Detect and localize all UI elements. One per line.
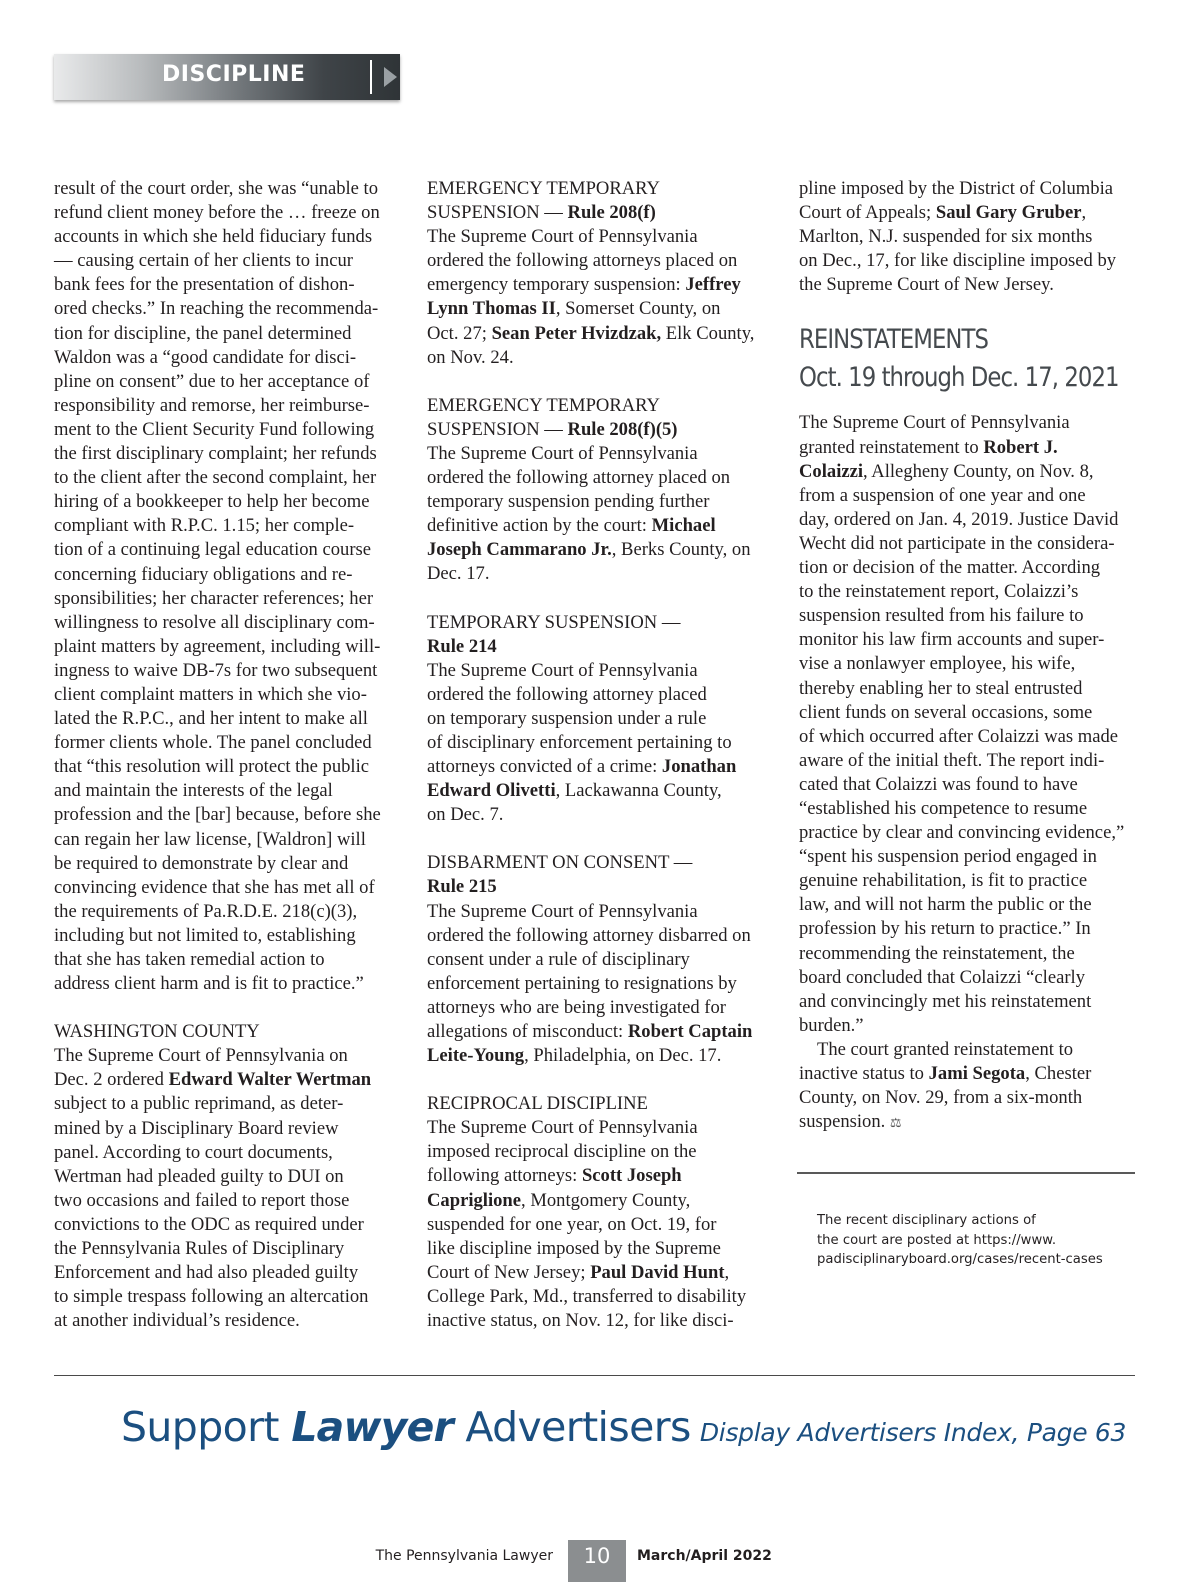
text-line <box>799 436 1137 460</box>
attorney-name: Robert Captain <box>627 1021 753 1042</box>
attorney-name: Michael <box>651 515 716 537</box>
text-line: ored checks.” In reaching the recommenda- <box>54 298 379 320</box>
text-line: The Supreme Court of Pennsylvania <box>427 226 698 248</box>
column-left <box>54 177 398 1333</box>
rule-label: Rule 215 <box>427 876 497 898</box>
text-line: responsibility and remorse, her reimburse- <box>54 394 370 416</box>
section-disbarment-on-consent <box>427 851 769 1068</box>
scales-end-mark-icon: ⚖ <box>889 1116 902 1132</box>
text-line: former clients whole. The panel concluded <box>54 732 372 754</box>
text-line: inactive status, on Nov. 12, for like disci- <box>427 1310 734 1332</box>
paragraph-segota <box>799 1038 1137 1136</box>
text-line <box>54 1068 398 1092</box>
text-line: monitor his law firm accounts and super- <box>799 629 1105 651</box>
text-line: The court granted reinstatement to <box>817 1038 1074 1060</box>
text-run: SUSPENSION — <box>427 418 568 440</box>
text-line <box>427 297 769 321</box>
text-run: allegations of misconduct: <box>427 1021 628 1042</box>
text-line: two occasions and failed to report those <box>54 1189 350 1211</box>
text-line: genuine rehabilitation, is fit to practice <box>799 870 1088 892</box>
text-line: Dec. 17. <box>427 563 490 585</box>
advertisers-index-reference: Display Advertisers Index, Page 63 <box>699 1418 1127 1447</box>
text-line <box>427 1189 769 1213</box>
text-line: profession and the [bar] because, before she <box>54 804 381 826</box>
text-line: willingness to resolve all disciplinary com- <box>54 611 375 633</box>
text-line: ingness to waive DB-7s for two subsequent <box>54 659 378 681</box>
text-line: on temporary suspension under a rule <box>427 707 707 729</box>
text-line: The Supreme Court of Pennsylvania <box>427 659 698 681</box>
text-line: Enforcement and had also pleaded guilty <box>54 1262 359 1284</box>
text-line: pline imposed by the District of Columbia <box>799 178 1113 199</box>
text-line: refund client money before the … freeze on <box>54 202 380 224</box>
rule-label: Rule 208(f)(5) <box>567 418 678 440</box>
text-run: suspension. <box>799 1111 890 1133</box>
reciprocal-discipline-continued <box>799 177 1137 297</box>
text-line: consent under a rule of disciplinary <box>427 948 690 970</box>
text-line: ordered the following attorney placed on <box>427 467 731 489</box>
text-line: suspension resulted from his failure to <box>799 605 1084 627</box>
text-line <box>427 1044 769 1068</box>
text-line: ment to the Client Security Fund following <box>54 418 375 440</box>
text-line: and convincingly met his reinstatement <box>799 990 1092 1012</box>
text-line: Wertman had pleaded guilty to DUI on <box>54 1165 344 1187</box>
text-run: , Philadelphia, on Dec. 17. <box>524 1045 722 1067</box>
page-number: 10 <box>583 1544 611 1568</box>
text-line: accounts in which she held fiduciary funds <box>54 226 373 248</box>
text-line: that “this resolution will protect the public <box>54 756 369 778</box>
text-line <box>427 1261 769 1285</box>
text-run: , Allegheny County, on Nov. 8, <box>863 460 1094 482</box>
text-line: plaint matters by agreement, including will- <box>54 635 381 657</box>
text-line: temporary suspension pending further <box>427 491 710 513</box>
column-right <box>799 177 1137 1136</box>
text-run: , <box>724 1261 730 1283</box>
text-line: County, on Nov. 29, from a six-month <box>799 1087 1083 1109</box>
text-line: at another individual’s residence. <box>54 1310 300 1332</box>
text-line: vise a nonlawyer employee, his wife, <box>799 653 1076 675</box>
section-heading-line2 <box>427 418 769 442</box>
reinstatements-heading <box>799 321 1119 397</box>
text-line: hiring of a bookkeeper to help her become <box>54 491 370 513</box>
publication-name: The Pennsylvania Lawyer <box>375 1548 553 1564</box>
text-line: lated the R.P.C., and her intent to make all <box>54 708 368 730</box>
text-run: Elk County, <box>661 322 755 344</box>
text-run: attorneys convicted of a crime: <box>427 756 662 778</box>
text-line: mined by a Disciplinary Board review <box>54 1117 339 1139</box>
chevron-right-icon <box>384 67 397 87</box>
advertiser-banner <box>121 1403 1126 1451</box>
text-line: address client harm and is fit to practice.” <box>54 973 364 995</box>
text-line: panel. According to court documents, <box>54 1141 333 1163</box>
section-header-tab <box>54 54 400 100</box>
text-line: recommending the reinstatement, the <box>799 942 1075 964</box>
section-heading: EMERGENCY TEMPORARY <box>427 394 660 416</box>
text-line: ordered the following attorney disbarred on <box>427 924 751 946</box>
banner-word-advertisers: Advertisers <box>452 1403 691 1451</box>
text-line <box>427 779 769 803</box>
text-run: , Montgomery County, <box>521 1189 691 1211</box>
text-line: tion for discipline, the panel determined <box>54 322 352 344</box>
attorney-name: Leite-Young <box>427 1045 525 1067</box>
text-run: SUSPENSION — <box>427 202 568 224</box>
paragraph-waldon-continued <box>54 177 398 996</box>
section-heading: EMERGENCY TEMPORARY <box>427 178 660 199</box>
text-line: attorneys who are being investigated for <box>427 996 726 1018</box>
text-line: thereby enabling her to steal entrusted <box>799 677 1083 699</box>
text-line: day, ordered on Jan. 4, 2019. Justice David <box>799 508 1119 530</box>
attorney-name: Jonathan <box>661 756 737 778</box>
text-line: on Nov. 24. <box>427 346 514 368</box>
attorney-name: Edward Olivetti <box>427 780 556 802</box>
text-line: to simple trespass following an altercation <box>54 1286 369 1308</box>
section-emergency-temporary-suspension-208f5 <box>427 394 769 587</box>
section-heading: RECIPROCAL DISCIPLINE <box>427 1093 648 1115</box>
text-run: inactive status to <box>799 1063 929 1084</box>
attorney-name: Scott Joseph <box>581 1165 682 1187</box>
text-line: The Supreme Court of Pennsylvania <box>427 1117 698 1139</box>
paragraph-colaizzi <box>799 411 1137 1037</box>
text-line: convictions to the ODC as required under <box>54 1213 364 1235</box>
text-line: — causing certain of her clients to incur <box>54 250 353 272</box>
text-line <box>427 538 769 562</box>
recent-actions-note <box>817 1211 1135 1270</box>
text-line: pline on consent” due to her acceptance of <box>54 370 370 392</box>
text-line: the Pennsylvania Rules of Disciplinary <box>54 1238 345 1260</box>
colaizzi-body <box>799 484 1137 1038</box>
text-line <box>799 1062 1137 1086</box>
text-line: can regain her law license, [Waldron] will <box>54 828 366 850</box>
attorney-name: Capriglione <box>427 1189 522 1211</box>
text-line: bank fees for the presentation of dishon- <box>54 274 355 296</box>
rule-label: Rule 214 <box>427 635 497 657</box>
text-run: , Chester <box>1025 1063 1092 1084</box>
text-line <box>799 201 1137 225</box>
section-temporary-suspension-214 <box>427 611 769 828</box>
text-line: client funds on several occasions, some <box>799 701 1093 723</box>
reinstatements-date-range: Oct. 19 through Dec. 17, 2021 <box>799 362 1119 394</box>
attorney-name: Colaizzi <box>799 460 864 482</box>
note-line: The recent disciplinary actions of <box>817 1213 1036 1228</box>
page-footer <box>0 1540 1200 1582</box>
attorney-name: Saul Gary Gruber <box>935 202 1082 224</box>
rule-label: Rule 208(f) <box>567 202 656 224</box>
section-reciprocal-discipline <box>427 1092 769 1333</box>
tab-divider <box>370 60 372 94</box>
text-line: Waldon was a “good candidate for disci- <box>54 346 357 368</box>
text-line <box>427 514 769 538</box>
text-line: compliant with R.P.C. 1.15; her comple- <box>54 515 355 537</box>
attorney-name: Lynn Thomas II <box>427 298 556 320</box>
text-line: burden.” <box>799 1014 864 1036</box>
text-line: imposed reciprocal discipline on the <box>427 1141 697 1163</box>
text-line: College Park, Md., transferred to disability <box>427 1285 747 1307</box>
banner-word-support: Support <box>121 1403 292 1451</box>
attorney-name: Jeffrey <box>685 274 741 296</box>
text-line: of disciplinary enforcement pertaining to <box>427 731 732 753</box>
section-label: DISCIPLINE <box>162 62 306 87</box>
attorney-name: Robert J. <box>983 436 1058 458</box>
section-washington-county <box>54 1020 398 1333</box>
text-line: subject to a public reprimand, as deter- <box>54 1093 344 1115</box>
footer-divider <box>54 1375 1135 1376</box>
text-line: tion of a continuing legal education course <box>54 539 372 561</box>
text-line: board concluded that Colaizzi “clearly <box>799 966 1086 988</box>
attorney-name: Edward Walter Wertman <box>168 1069 372 1091</box>
text-line: the first disciplinary complaint; her refunds <box>54 443 377 465</box>
reinstatements-title: REINSTATEMENTS <box>799 324 989 356</box>
text-run: Oct. 27; <box>427 322 492 344</box>
text-line <box>427 1020 769 1044</box>
text-line: suspended for one year, on Oct. 19, for <box>427 1213 717 1235</box>
text-line: ordered the following attorney placed <box>427 683 707 705</box>
attorney-name: Paul David Hunt <box>590 1261 725 1283</box>
paragraph-wertman <box>54 1092 398 1333</box>
text-line: enforcement pertaining to resignations by <box>427 972 737 994</box>
section-heading: WASHINGTON COUNTY <box>54 1021 260 1043</box>
banner-word-lawyer: Lawyer <box>291 1403 453 1451</box>
text-run: , Lackawanna County, <box>555 780 722 802</box>
sidebar-divider <box>797 1172 1135 1174</box>
text-line: profession by his return to practice.” In <box>799 918 1091 940</box>
text-line: and maintain the interests of the legal <box>54 780 333 802</box>
attorney-name: Joseph Cammarano Jr. <box>427 539 612 561</box>
text-run: Court of Appeals; <box>799 202 936 224</box>
text-line: “spent his suspension period engaged in <box>799 846 1097 868</box>
text-line: to the client after the second complaint, her <box>54 467 377 489</box>
text-run: , <box>1081 202 1087 224</box>
text-run: following attorneys: <box>427 1165 582 1187</box>
attorney-name: Jami Segota <box>928 1063 1026 1084</box>
section-heading: DISBARMENT ON CONSENT — <box>427 852 693 874</box>
text-line: on Dec. 7. <box>427 804 504 826</box>
text-line <box>799 1110 1137 1136</box>
text-line <box>427 755 769 779</box>
text-line: concerning fiduciary obligations and re- <box>54 563 353 585</box>
text-line: of which occurred after Colaizzi was made <box>799 725 1119 747</box>
text-line: sponsibilities; her character references; her <box>54 587 374 609</box>
text-line: from a suspension of one year and one <box>799 484 1086 506</box>
section-heading-line2 <box>427 201 769 225</box>
issue-date: March/April 2022 <box>637 1548 772 1564</box>
text-line <box>799 460 1137 484</box>
text-line: like discipline imposed by the Supreme <box>427 1237 721 1259</box>
text-line: convincing evidence that she has met all of <box>54 876 375 898</box>
text-line <box>427 1164 769 1188</box>
text-run: emergency temporary suspension: <box>427 274 686 296</box>
text-line <box>427 273 769 297</box>
text-line: The Supreme Court of Pennsylvania <box>427 900 698 922</box>
section-emergency-temporary-suspension-208f <box>427 177 769 370</box>
text-run: Dec. 2 ordered <box>54 1069 169 1091</box>
text-line: “established his competence to resume <box>799 797 1088 819</box>
text-line: that she has taken remedial action to <box>54 949 325 970</box>
text-line: to the reinstatement report, Colaizzi’s <box>799 581 1079 603</box>
text-line: Wecht did not participate in the considera- <box>799 532 1115 554</box>
note-line: the court are posted at https://www. <box>817 1232 1057 1248</box>
text-run: , Somerset County, on <box>555 298 721 320</box>
text-line: law, and will not harm the public or the <box>799 894 1092 916</box>
text-line: ordered the following attorneys placed on <box>427 250 738 272</box>
text-line: The Supreme Court of Pennsylvania <box>799 412 1070 434</box>
text-run: Court of New Jersey; <box>427 1261 591 1283</box>
text-run: , Berks County, on <box>611 539 751 561</box>
text-run: definitive action by the court: <box>427 515 652 537</box>
text-line: The Supreme Court of Pennsylvania on <box>54 1045 348 1067</box>
text-line: result of the court order, she was “unable to <box>54 178 379 199</box>
text-line: on Dec., 17, for like discipline imposed by <box>799 250 1117 272</box>
text-line: The Supreme Court of Pennsylvania <box>427 442 698 464</box>
text-line: the requirements of Pa.R.D.E. 218(c)(3), <box>54 900 358 922</box>
text-run: granted reinstatement to <box>799 436 984 458</box>
text-line: the Supreme Court of New Jersey. <box>799 274 1054 296</box>
text-line: tion or decision of the matter. According <box>799 557 1101 579</box>
column-middle <box>427 177 769 1333</box>
text-line: aware of the initial theft. The report indi- <box>799 749 1105 771</box>
text-line: practice by clear and convincing evidence,” <box>799 822 1125 844</box>
text-line: cated that Colaizzi was found to have <box>799 773 1078 795</box>
text-line: be required to demonstrate by clear and <box>54 852 349 874</box>
attorney-name: Sean Peter Hvizdzak, <box>491 322 662 344</box>
text-line: including but not limited to, establishing <box>54 924 356 946</box>
text-line: Marlton, N.J. suspended for six months <box>799 226 1093 248</box>
text-line: client complaint matters in which she vio- <box>54 683 367 705</box>
note-line: padisciplinaryboard.org/cases/recent-cases <box>817 1252 1103 1267</box>
text-line <box>427 322 769 346</box>
section-heading: TEMPORARY SUSPENSION — <box>427 611 681 633</box>
